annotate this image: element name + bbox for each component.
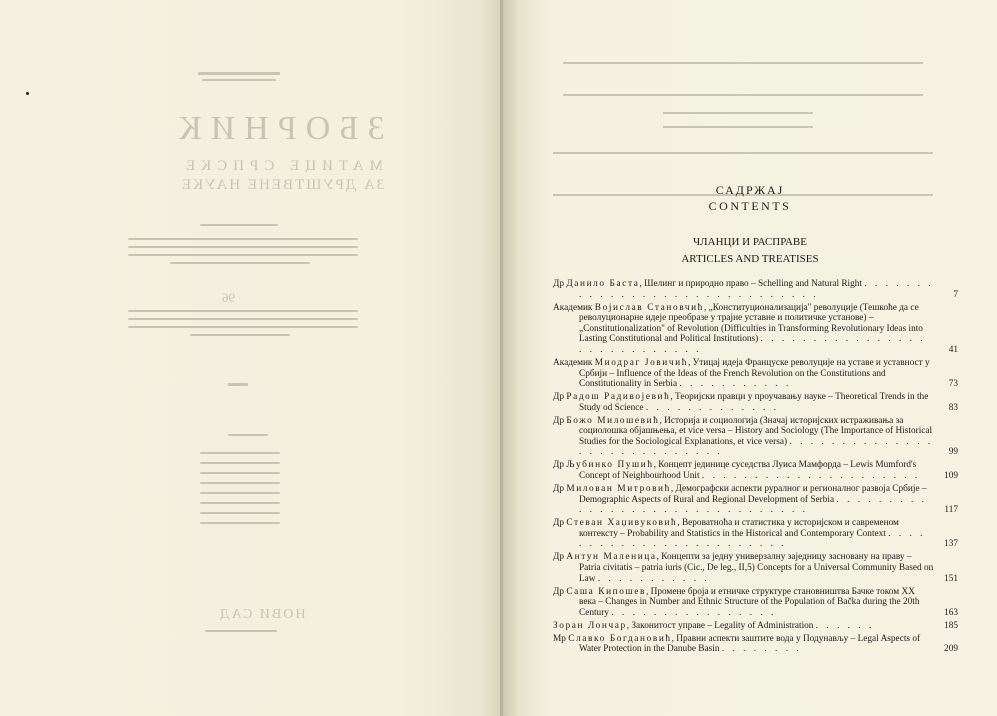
right-page	[503, 0, 997, 716]
contents-title-en: CONTENTS	[708, 199, 792, 213]
toc-entry: Академик Војислав Становчић, „Конституционализација" револуције (Тешкоће да се револуционарне идеје преобразе у трајне уставне и политичке установе) – „Constitutionalization" of Revolution (Difficulties in Transforming Revolutionary Ideas into Lasting Constitutional and Political Institutions) . . . . . . . . . . . . . . . . . . . . . . . . . . . . 41	[553, 302, 958, 355]
entry-title: , Концепти за једну универзалну заједницу засновану на праву – Patria civitatis – patria iuris (Cic., De leg., II,5) Concepts for a Universal Community Based on Law	[579, 552, 934, 584]
author-name: Саша Кипошев	[566, 586, 646, 597]
entry-title: , Правни аспекти заштите вода у Подунављу – Legal Aspects of Water Protection in the Danube Basin	[579, 633, 921, 655]
toc-entry: Др Божо Милошевић, Историја и социологија (Значај историјских истраживања за социолошка објашњења, et vice versa – History and Sociology (The Importance of Historical Studies for the Sociological Explanations, et vice versa) . . . . . . . . . . . . . . . . . . . . . . . . . . . . 99	[553, 415, 958, 458]
entry-title: , Историја и социологија (Значај историјских истраживања за социолошка објашњења, et vice versa – History and Sociology (The Importance of Historical Studies for the Sociological Explanations, et vice versa)	[579, 415, 933, 447]
toc-entry: Мр Славко Богдановић, Правни аспекти заштите вода у Подунављу – Legal Aspects of Water Protection in the Danube Basin . . . . . . . . 209	[553, 633, 958, 655]
ghost-subtitle-1: МАТИЦЕ СРПСКЕ	[180, 158, 383, 174]
author-name: Војислав Становчић	[594, 302, 704, 313]
toc-entry: Зоран Лончар, Законитост управе – Legality of Administration . . . . . . 185	[553, 620, 958, 631]
entry-title: , „Конституционализација" револуције (Тешкоће да се револуционарне идеје преобразе у трајне уставне и политичке установе) – „Constitutionalization" of Revolution (Difficulties in Transforming Revolutionary Ideas into Lasting Constitutional and Political Institutions)	[579, 302, 923, 345]
author-prefix: Др	[553, 415, 564, 426]
author-prefix: Др	[553, 518, 564, 529]
entry-title: , Законитост управе – Legality of Administration	[626, 620, 814, 631]
author-prefix: Др	[553, 552, 564, 563]
ghost-city: НОВИ САД	[218, 607, 306, 622]
contents-title-sr: САДРЖАЈ	[715, 183, 785, 197]
toc-entry: Др Саша Кипошев, Промене броја и етничке структуре становништва Бачке током XX века – Changes in Number and Ethnic Structure of the Population of Bačka during the 20th Century . . . . . . . . . . . . . . . . 163	[553, 586, 958, 618]
author-prefix: Мр	[553, 633, 566, 644]
ghost-title: ЗБОРНИК	[170, 110, 385, 147]
toc-entry: Др Љубинко Пушић, Концепт јединице суседства Луиса Мамфорда – Lewis Mumford's Concept of Neighbourhood Unit . . . . . . . . . . . . . . . . . . . . . 109	[553, 460, 958, 482]
author-name: Божо Милошевић	[566, 415, 660, 426]
ghost-subtitle-2: ЗА ДРУШТВЕНЕ НАУКЕ	[180, 177, 385, 193]
table-of-contents	[553, 279, 958, 657]
author-name: Милован Митровић	[566, 484, 671, 495]
author-prefix: Академик	[553, 302, 593, 313]
author-name: Антун Маленица	[566, 552, 657, 563]
author-prefix: Др	[553, 460, 564, 471]
author-name: Славко Богдановић	[568, 633, 672, 644]
author-prefix: Др	[553, 484, 564, 495]
entry-title: , Теоријски правци у проучавању науке – Theoretical Trends in the Study od Science	[579, 392, 929, 413]
toc-entry: Др Данило Баста, Шелинг и природно право – Schelling and Natural Right . . . . . . . . . . . . . . . . . . . . . . . . . . . . . . 7	[553, 279, 958, 300]
entry-title: , Демографски аспекти руралног и регионалног развоја Србије – Demographic Aspects of Rural and Regional Development of Serbia	[579, 484, 927, 505]
entry-title: , Вероватноћа и статистика у историјском и савременом контексту – Probability and Statistics in the Historical and Contemporary Context	[579, 518, 899, 539]
entry-title: , Шелинг и природно право – Schelling and Natural Right	[639, 279, 863, 289]
author-name: Радош Радивојевић	[566, 392, 671, 403]
entry-title: , Концепт јединице суседства Луиса Мамфорда – Lewis Mumford's Concept of Neighbourhood Unit	[579, 460, 917, 482]
section-title-sr: ЧЛАНЦИ И РАСПРАВЕ	[693, 236, 807, 248]
entry-title: , Утицај идеја Француске револуције на уставе и уставност у Србији – Influence of the Ideas of the French Revolution on the Constitutions and Constitutionality in Serbia	[579, 357, 930, 390]
author-prefix: Др	[553, 279, 564, 289]
ghost-issue: 96	[222, 290, 235, 305]
entry-title: , Промене броја и етничке структуре становништва Бачке током XX века – Changes in Number and Ethnic Structure of the Population of Bačka during the 20th Century	[579, 586, 920, 618]
show-through-text-right	[503, 0, 997, 200]
toc-entry: Академик Миодраг Јовичић, Утицај идеја Француске револуције на уставе и уставност у Србији – Influence of the Ideas of the French Revolution on the Constitutions and Constitutionality in Serbia . . . . . . . . . . . 73	[553, 357, 958, 390]
author-name: Зоран Лончар	[553, 620, 627, 631]
section-title-en: ARTICLES AND TREATISES	[681, 253, 819, 265]
toc-entry: Др Радош Радивојевић, Теоријски правци у проучавању науке – Theoretical Trends in the Study od Science . . . . . . . . . . . . . 83	[553, 392, 958, 413]
toc-entry: Др Антун Маленица, Концепти за једну универзалну заједницу засновану на праву – Patria civitatis – patria iuris (Cic., De leg., II,5) Concepts for a Universal Community Based on Law . . . . . . . . . . . 151	[553, 552, 958, 584]
author-name: Миодраг Јовичић	[594, 357, 688, 368]
toc-entry: Др Милован Митровић, Демографски аспекти руралног и регионалног развоја Србије – Demographic Aspects of Rural and Regional Development of Serbia . . . . . . . . . . . . . . . . . . . . . . . . . . . . . . . 117	[553, 484, 958, 516]
author-name: Стеван Хаџивуковић	[566, 518, 678, 529]
author-name: Данило Баста	[566, 279, 640, 289]
author-prefix: Др	[553, 392, 564, 403]
toc-entry: Др Стеван Хаџивуковић, Вероватноћа и статистика у историјском и савременом контексту – Probability and Statistics in the Historical and Contemporary Context . . . . . . . . . . . . . . . . . . . . . . . . 137	[553, 518, 958, 550]
author-prefix: Др	[553, 586, 564, 597]
paper-speck	[26, 92, 29, 95]
author-prefix: Академик	[553, 357, 593, 368]
author-name: Љубинко Пушић	[566, 460, 654, 471]
